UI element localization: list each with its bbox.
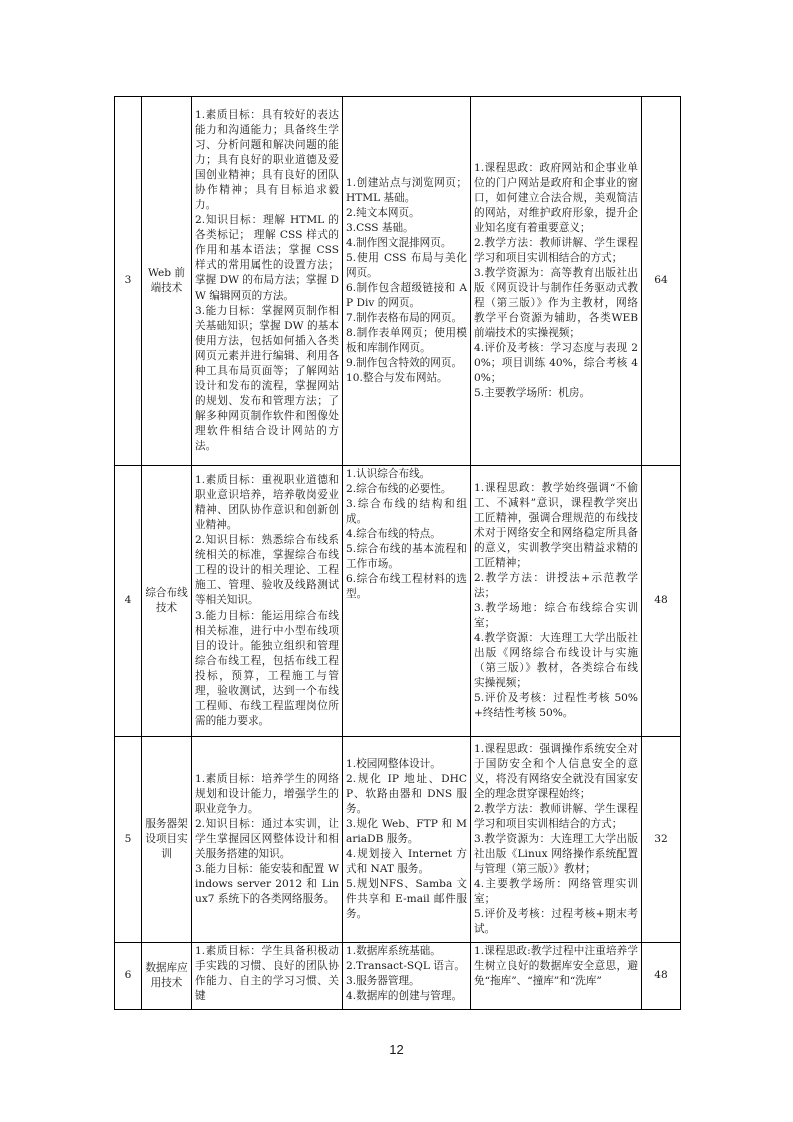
course-requirements	[471, 97, 642, 466]
content-item: 1.校园网整体设计。	[346, 757, 441, 770]
course-number: 4	[115, 466, 142, 737]
content-item: 10.整合与发布网站。	[346, 372, 448, 385]
content-item: 6.综合布线工程材料的选型。	[346, 573, 467, 601]
course-name: 服务器架设项目实训	[142, 737, 192, 943]
content-item: 5.使用 CSS 布局与美化网页。	[346, 251, 467, 279]
content-item: 5.规划NFS、Samba 文件共享和 E-mail 邮件服务。	[346, 878, 467, 921]
course-content	[343, 943, 471, 1010]
requirement-item: 1.课程思政：政府网站和企事业单位的门户网站是政府和企事业的窗口，如何建立合法合规，美观简洁的网站，对维护政府形象，提升企业知名度有着重要意义；	[474, 161, 638, 234]
goal-item: 2.知识目标：熟悉综合布线系统相关的标准，掌握综合布线工程的设计的相关理论、工程施工、管理、验收及线路测试等相关知识。	[195, 534, 339, 607]
course-goals	[192, 943, 343, 1010]
table-row	[115, 943, 681, 1010]
content-item: 3.综合布线的结构和组成。	[346, 498, 467, 526]
content-item: 6.制作包含超级链接和 AP Div 的网页。	[346, 282, 467, 310]
requirement-item: 2.教学方法：教师讲解、学生课程学习和项目实训相结合的方式；	[474, 236, 638, 264]
goal-item: 3.能力目标：能运用综合布线相关标准，进行中小型布线项目的设计。能独立组织和管理综合布线工程，包括布线工程投标，预算，工程施工与管理，验收测试，达到一个布线工程师、布线工程监理岗位所需的能力要求。	[195, 609, 339, 727]
goal-item: 1.素质目标：具有较好的表达能力和沟通能力；具备终生学习、分析问题和解决问题的能力；具有良好的职业道德及爱国创业精神；具有良好的团队协作精神；具有目标追求毅力。	[195, 109, 339, 212]
content-item: 3.服务器管理。	[346, 975, 420, 988]
content-item: 1.认识综合布线。	[346, 468, 431, 480]
course-number: 3	[115, 97, 142, 466]
content-item: 7.制作表格布局的网页。	[346, 312, 463, 325]
course-number: 5	[115, 737, 142, 943]
requirement-item: 3.教学资源为：大连理工大学出版社出版《Linux 网络操作系统配置与管理（第三版）》教材；	[474, 832, 638, 876]
goal-item: 1.素质目标：培养学生的网络规划和设计能力，增强学生的职业竞争力。	[195, 772, 339, 815]
content-item: 8.制作表单网页；使用模板和库制作网页。	[346, 327, 467, 355]
content-item: 1.数据库系统基础。	[346, 945, 441, 957]
goal-item: 3.能力目标：掌握网页制作相关基础知识；掌握 DW 的基本使用方法，包括如何插入各类网页元素并进行编辑、利用各种工具布局页面等；了解网站设计和发布的流程，掌握网站的规划、发布和管理方法；了解多种网页制作软件和图像处理软件相结合设计网站的方法。	[195, 304, 339, 452]
requirement-item: 4.主要教学场所：网络管理实训室；	[474, 878, 638, 906]
content-item: 4.综合布线的特点。	[346, 528, 441, 541]
course-content	[343, 466, 471, 737]
course-name: 数据库应用技术	[142, 943, 192, 1010]
course-content	[343, 737, 471, 943]
course-table	[114, 96, 681, 1010]
content-item: 2.Transact-SQL 语言。	[346, 960, 466, 973]
requirement-item: 1.课程思政：强调操作系统安全对于国防安全和个人信息安全的意义，将没有网络安全就没有国家安全的理念贯穿课程始终；	[474, 742, 638, 800]
content-item: 3.CSS 基础。	[346, 221, 414, 234]
goal-item: 2.知识目标：理解 HTML 的各类标记； 理解 CSS 样式的作用和基本语法；掌握 CSS 样式的常用属性的设置方法；掌握 DW 的布局方法；掌握 DW 编辑网页的方法。	[195, 214, 339, 302]
content-item: 2.综合布线的必要性。	[346, 483, 452, 496]
course-name: Web 前端技术	[142, 97, 192, 466]
table-row	[115, 97, 681, 466]
requirement-item: 5.评价及考核：过程性考核 50%+终结性考核 50%。	[474, 692, 638, 720]
content-item: 5.综合布线的基本流程和工作市场。	[346, 543, 467, 571]
course-hours: 64	[642, 97, 681, 466]
content-item: 9.制作包含特效的网页。	[346, 357, 463, 370]
requirement-item: 2.教学方法：教师讲解、学生课程学习和项目实训相结合的方式；	[474, 802, 638, 830]
course-goals	[192, 97, 343, 466]
content-item: 2.规化 IP 地址、DHCP、软路由器和 DNS 服务。	[346, 772, 467, 815]
course-number: 6	[115, 943, 142, 1010]
goal-item: 2.知识目标：通过本实训，让学生掌握园区网整体设计和相关服务搭建的知识。	[195, 817, 339, 861]
content-item: 2.纯文本网页。	[346, 206, 420, 219]
course-requirements	[471, 737, 642, 943]
goal-item: 1.素质目标：重视职业道德和职业意识培养，培养敬岗爱业精神、团队协作意识和创新创业精神。	[195, 474, 339, 532]
course-hours: 48	[642, 466, 681, 737]
course-requirements	[471, 943, 642, 1010]
course-goals	[192, 466, 343, 737]
requirement-item: 1.课程思政：教学始终强调“不偷工、不减料”意识，课程教学突出工匠精神，强调合理规范的布线技术对于网络安全和网络稳定所具备的意义，实训教学突出精益求精的工匠精神；	[474, 481, 638, 569]
table-row	[115, 466, 681, 737]
content-item: 4.数据库的创建与管理。	[346, 990, 463, 1003]
content-item: 4.制作图文混排网页。	[346, 236, 452, 249]
course-name: 综合布线技术	[142, 466, 192, 737]
requirement-item: 5.评价及考核：过程考核+期末考试。	[474, 908, 638, 936]
requirement-item: 2.教学方法：讲授法+示范教学法；	[474, 571, 638, 599]
course-goals	[192, 737, 343, 943]
course-requirements	[471, 466, 642, 737]
content-item: 3.规化 Web、FTP 和 MariaDB 服务。	[346, 817, 467, 845]
requirement-item: 3.教学资源为：高等教育出版社出版《网页设计与制作任务驱动式教程（第三版）》作为主教材，网络教学平台资源为辅助，各类WEB 前端技术的实操视频；	[474, 266, 638, 340]
goal-item: 3.能力目标：能安装和配置 Windows server 2012 和 Linux7 系统下的各类网络服务。	[195, 863, 339, 906]
table-row	[115, 737, 681, 943]
page-number: 12	[389, 1042, 404, 1057]
requirement-item: 5.主要教学场所：机房。	[474, 387, 591, 400]
goal-item: 1.素质目标：学生具备积极动手实践的习惯、良好的团队协作能力、自主的学习习惯、关键	[195, 945, 339, 1003]
course-hours: 48	[642, 943, 681, 1010]
requirement-item: 4.教学资源：大连理工大学出版社出版《网络综合布线设计与实施（第三版）》教材，各类综合布线实操视频；	[474, 632, 638, 690]
course-hours: 32	[642, 737, 681, 943]
requirement-item: 1.课程思政:教学过程中注重培养学生树立良好的数据库安全意思，避免“拖库”、“撞库”和“洗库”	[474, 945, 638, 988]
course-content	[343, 97, 471, 466]
requirement-item: 4.评价及考核：学习态度与表现 20%；项目训练 40%，综合考核 40%；	[474, 342, 638, 385]
content-item: 4.规划接入 Internet 方式和 NAT 服务。	[346, 848, 467, 876]
content-item: 1.创建站点与浏览网页；HTML 基础。	[346, 176, 467, 204]
requirement-item: 3.教学场地：综合布线综合实训室；	[474, 602, 638, 630]
